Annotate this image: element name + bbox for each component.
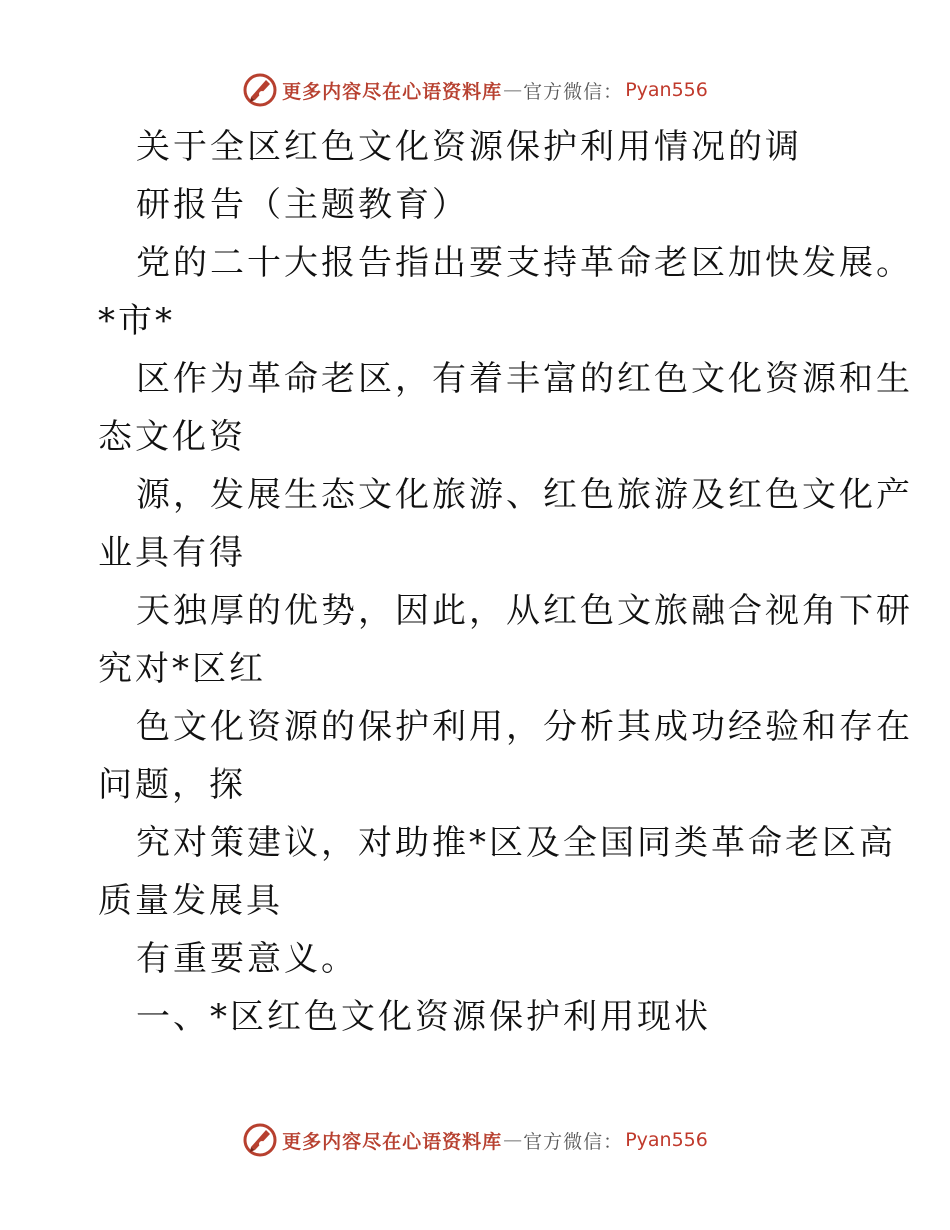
watermark-wechat-id: Pyan556 bbox=[625, 79, 708, 101]
text-line: 究对策建议，对助推*区及全国同类革命老区高 bbox=[136, 823, 896, 863]
text-line: 关于全区红色文化资源保护利用情况的调 bbox=[136, 127, 802, 167]
text-line: 一、*区红色文化资源保护利用现状 bbox=[136, 997, 711, 1037]
text-line: 天独厚的优势，因此，从红色文旅融合视角下研 bbox=[136, 591, 913, 631]
text-line: 究对*区红 bbox=[98, 649, 266, 689]
text-line: 质量发展具 bbox=[98, 881, 283, 921]
header-watermark bbox=[0, 72, 950, 108]
text-line: 业具有得 bbox=[98, 533, 246, 573]
text-line: 源，发展生态文化旅游、红色旅游及红色文化产 bbox=[136, 475, 913, 515]
watermark-dash: — bbox=[503, 79, 523, 101]
xinyu-logo-icon bbox=[242, 72, 278, 108]
text-line: 有重要意义。 bbox=[136, 939, 358, 979]
text-line: 党的二十大报告指出要支持革命老区加快发展。 bbox=[136, 243, 913, 283]
watermark-wechat-label: 官方微信： bbox=[523, 80, 624, 103]
footer-watermark bbox=[0, 1122, 950, 1158]
text-line: 问题，探 bbox=[98, 765, 246, 805]
watermark-wechat-id: Pyan556 bbox=[625, 1129, 708, 1151]
text-line: 区作为革命老区，有着丰富的红色文化资源和生 bbox=[136, 359, 913, 399]
text-line: 研报告（主题教育） bbox=[136, 185, 469, 225]
text-line: 态文化资 bbox=[98, 417, 246, 457]
watermark-brand: 更多内容尽在心语资料库 bbox=[282, 80, 503, 103]
xinyu-logo-icon bbox=[242, 1122, 278, 1158]
document-body bbox=[98, 118, 913, 1046]
watermark-brand: 更多内容尽在心语资料库 bbox=[282, 1130, 503, 1153]
watermark-dash: — bbox=[503, 1129, 523, 1151]
watermark-wechat-label: 官方微信： bbox=[523, 1130, 624, 1153]
text-line: 色文化资源的保护利用，分析其成功经验和存在 bbox=[136, 707, 913, 747]
text-line: *市* bbox=[98, 301, 175, 341]
